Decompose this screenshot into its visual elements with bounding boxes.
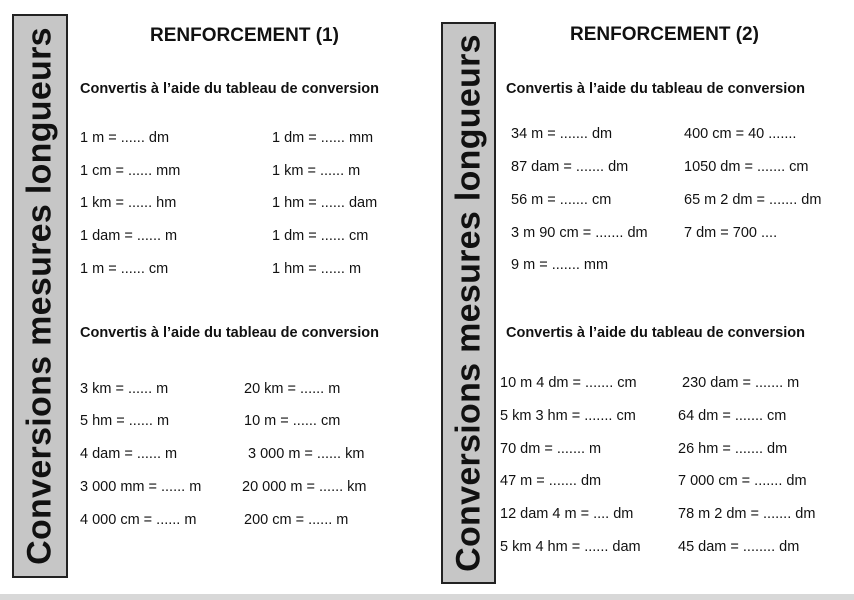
left-section1-instruction: Convertis à l’aide du tableau de conversion — [80, 81, 379, 97]
exercise-item: 65 m 2 dm = ....... dm — [684, 192, 822, 208]
exercise-item: 78 m 2 dm = ....... dm — [678, 506, 816, 522]
exercise-item: 7 dm = 700 .... — [684, 225, 778, 241]
exercise-item: 3 000 mm = ...... m — [80, 479, 202, 495]
exercise-item: 1 cm = ...... mm — [80, 163, 181, 179]
left-section2-instruction: Convertis à l’aide du tableau de conversion — [80, 325, 379, 341]
exercise-item: 1050 dm = ....... cm — [684, 159, 809, 175]
exercise-item: 34 m = ....... dm — [511, 126, 613, 142]
exercise-item: 64 dm = ....... cm — [678, 408, 787, 424]
exercise-item: 1 m = ...... cm — [80, 261, 169, 277]
exercise-item: 4 dam = ...... m — [80, 446, 178, 462]
left-sidebar-label: Conversions mesures longueurs — [20, 27, 59, 565]
exercise-item: 5 hm = ...... m — [80, 413, 170, 429]
exercise-item: 4 000 cm = ...... m — [80, 512, 197, 528]
page-bottom-edge — [0, 594, 854, 600]
exercise-item: 1 hm = ...... m — [272, 261, 362, 277]
exercise-item: 20 km = ...... m — [244, 381, 341, 397]
exercise-item: 20 000 m = ...... km — [242, 479, 367, 495]
exercise-item: 10 m = ...... cm — [244, 413, 341, 429]
right-sidebar-banner — [441, 22, 496, 584]
exercise-item: 1 hm = ...... dam — [272, 195, 378, 211]
exercise-item: 5 km 3 hm = ....... cm — [500, 408, 636, 424]
exercise-item: 1 dam = ...... m — [80, 228, 178, 244]
right-sidebar-label: Conversions mesures longueurs — [449, 34, 487, 572]
exercise-item: 1 m = ...... dm — [80, 130, 170, 146]
exercise-item: 7 000 cm = ....... dm — [678, 473, 807, 489]
right-title: RENFORCEMENT (2) — [570, 24, 759, 45]
exercise-item: 56 m = ....... cm — [511, 192, 612, 208]
right-section1-instruction: Convertis à l’aide du tableau de conversion — [506, 81, 805, 97]
exercise-item: 400 cm = 40 ....... — [684, 126, 797, 142]
exercise-item: 10 m 4 dm = ....... cm — [500, 375, 637, 391]
exercise-item: 12 dam 4 m = .... dm — [500, 506, 634, 522]
exercise-item: 9 m = ....... mm — [511, 257, 609, 273]
exercise-item: 70 dm = ....... m — [500, 441, 602, 457]
exercise-item: 1 km = ...... hm — [80, 195, 177, 211]
exercise-item: 87 dam = ....... dm — [511, 159, 629, 175]
exercise-item: 26 hm = ....... dm — [678, 441, 788, 457]
exercise-item: 3 000 m = ...... km — [248, 446, 365, 462]
exercise-item: 5 km 4 hm = ...... dam — [500, 539, 641, 555]
exercise-item: 47 m = ....... dm — [500, 473, 602, 489]
exercise-item: 1 km = ...... m — [272, 163, 361, 179]
exercise-item: 230 dam = ....... m — [682, 375, 800, 391]
exercise-item: 45 dam = ........ dm — [678, 539, 800, 555]
exercise-item: 1 dm = ...... mm — [272, 130, 374, 146]
left-title: RENFORCEMENT (1) — [150, 25, 339, 46]
exercise-item: 3 m 90 cm = ....... dm — [511, 225, 648, 241]
exercise-item: 1 dm = ...... cm — [272, 228, 369, 244]
exercise-item: 3 km = ...... m — [80, 381, 169, 397]
exercise-item: 200 cm = ...... m — [244, 512, 349, 528]
right-section2-instruction: Convertis à l’aide du tableau de conversion — [506, 325, 805, 341]
left-sidebar-banner — [12, 14, 68, 578]
